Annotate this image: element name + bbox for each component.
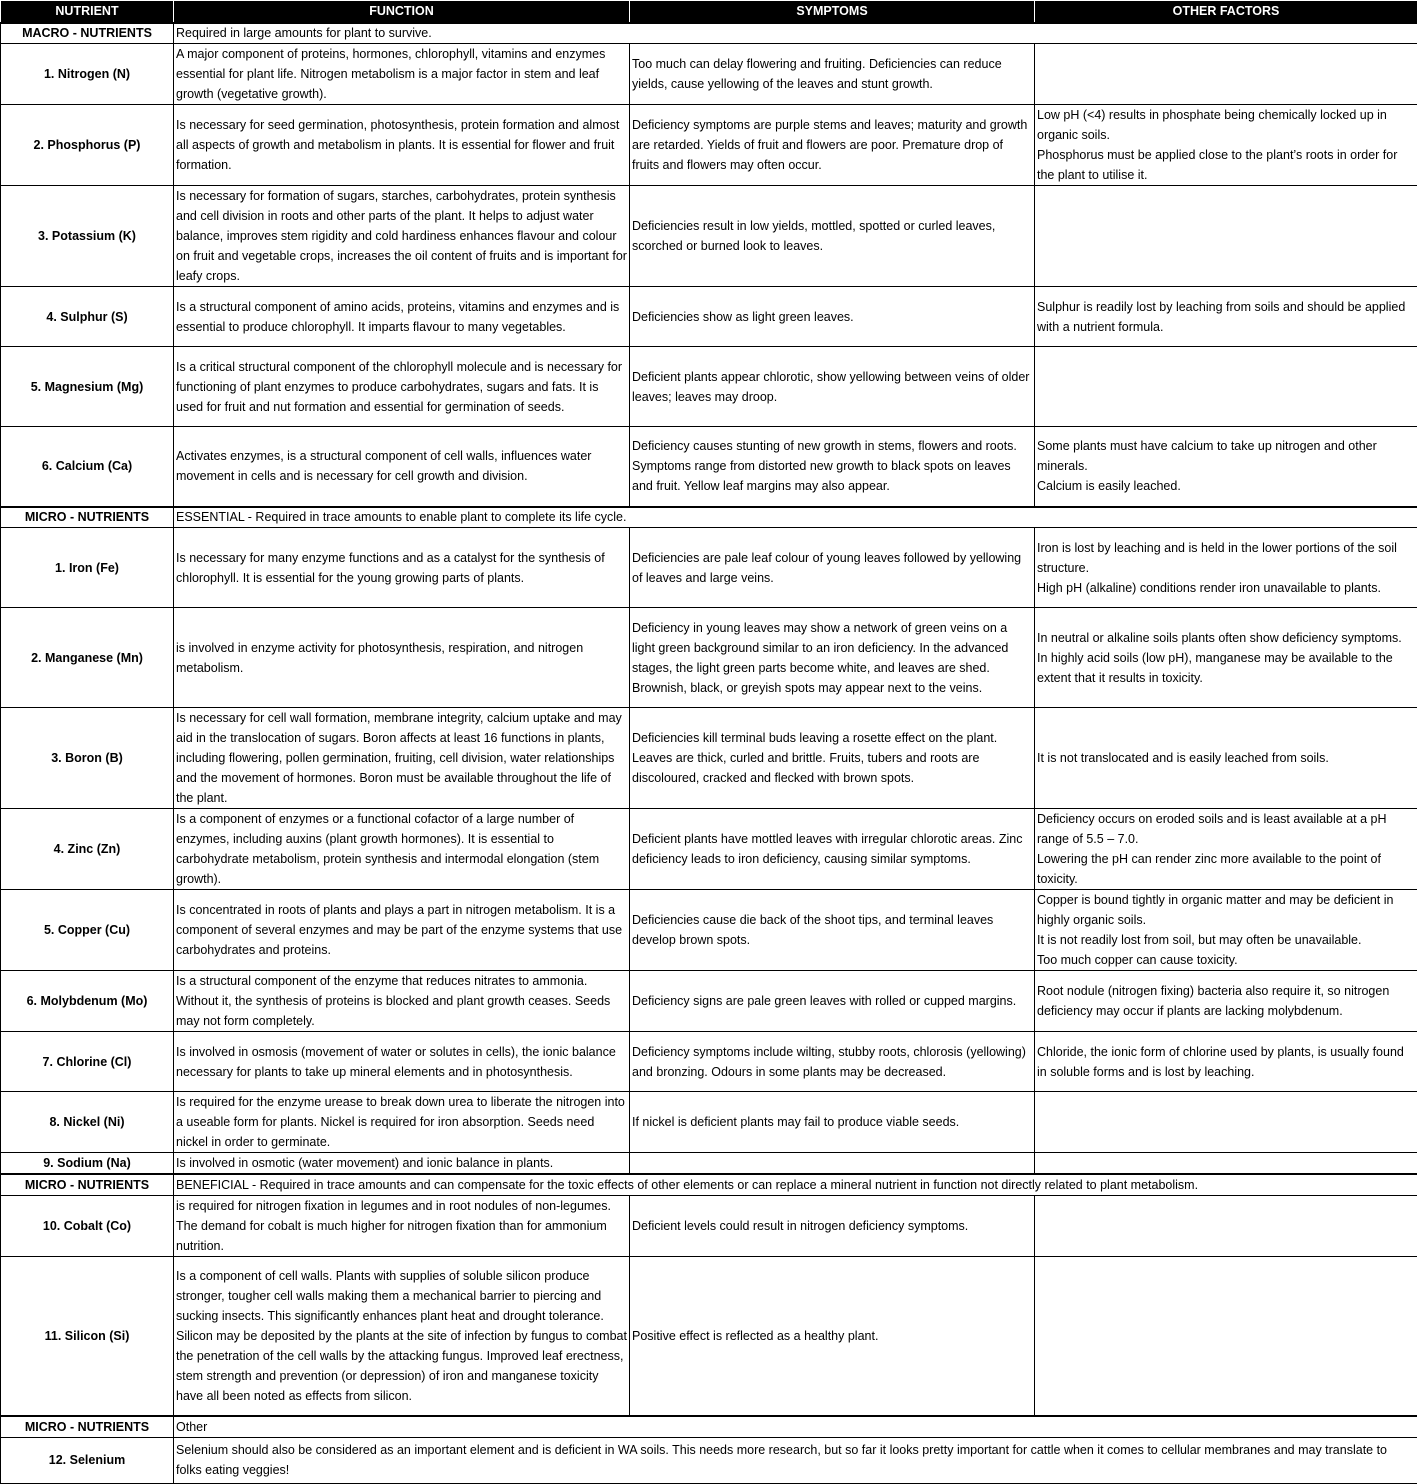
other-factor-line: Copper is bound tightly in organic matter and may be deficient in highly organic soils. xyxy=(1037,890,1415,930)
section-row xyxy=(1,1416,1417,1437)
other-factor-line: Chloride, the ionic form of chlorine used by plants, is usually found in soluble forms and is lost by leaching. xyxy=(1037,1042,1415,1082)
nutrient-name: 10. Cobalt (Co) xyxy=(1,1195,174,1256)
nutrient-function: Is a component of enzymes or a functional cofactor of a large number of enzymes, including auxins (plant growth hormones). It is essential to carbohydrate metabolism, protein synthesis and intermodal elongation (stem growth). xyxy=(174,809,630,890)
nutrient-function: Is a structural component of amino acids, proteins, vitamins and enzymes and is essential to produce chlorophyll. It imparts flavour to many vegetables. xyxy=(174,287,630,347)
nutrient-row xyxy=(1,105,1417,186)
nutrient-function: Is necessary for cell wall formation, membrane integrity, calcium uptake and may aid in the translocation of sugars. Boron affects at least 16 functions in plants, including flowering, pollen germination, fruiting, cell division, water relationships and the movement of hormones. Boron must be available throughout the life of the plant. xyxy=(174,708,630,809)
nutrient-other-factors xyxy=(1035,1256,1417,1416)
nutrient-name: 2. Manganese (Mn) xyxy=(1,608,174,708)
nutrient-function: Is required for the enzyme urease to break down urea to liberate the nitrogen into a useable form for plants. Nickel is required for iron absorption. Seeds need nickel in order to germinate. xyxy=(174,1092,630,1153)
section-note: ESSENTIAL - Required in trace amounts to enable plant to complete its life cycle. xyxy=(174,507,1417,528)
nutrient-name: 7. Chlorine (Cl) xyxy=(1,1032,174,1092)
nutrient-other-factors xyxy=(1035,971,1417,1032)
nutrient-function: Is involved in osmosis (movement of water or solutes in cells), the ionic balance necessary for plants to take up mineral elements and in photosynthesis. xyxy=(174,1032,630,1092)
nutrient-other-factors xyxy=(1035,44,1417,105)
nutrient-other-factors xyxy=(1035,287,1417,347)
other-factor-line: Deficiency occurs on eroded soils and is least available at a pH range of 5.5 – 7.0. xyxy=(1037,809,1415,849)
nutrient-row xyxy=(1,708,1417,809)
other-factor-line: Some plants must have calcium to take up nitrogen and other minerals. xyxy=(1037,436,1415,476)
section-row xyxy=(1,507,1417,528)
nutrient-function: Is a critical structural component of the chlorophyll molecule and is necessary for functioning of plant enzymes to produce carbohydrates, sugars and fats. It is used for fruit and nut formation and essential for germination of seeds. xyxy=(174,347,630,427)
nutrient-row xyxy=(1,1153,1417,1175)
nutrient-name: 2. Phosphorus (P) xyxy=(1,105,174,186)
nutrient-function: Is necessary for formation of sugars, starches, carbohydrates, protein synthesis and cell division in roots and other parts of the plant. It helps to adjust water balance, improves stem rigidity and cold hardiness enhances flavour and colour on fruit and vegetable crops, increases the oil content of fruits and is important for leafy crops. xyxy=(174,186,630,287)
nutrient-other-factors xyxy=(1035,1032,1417,1092)
nutrient-name: 5. Magnesium (Mg) xyxy=(1,347,174,427)
nutrient-symptoms: Deficiency signs are pale green leaves with rolled or cupped margins. xyxy=(630,971,1035,1032)
nutrient-function: Is a component of cell walls. Plants with supplies of soluble silicon produce stronger, tougher cell walls making them a mechanical barrier to piercing and sucking insects. This significantly enhances plant heat and drought tolerance. Silicon may be deposited by the plants at the site of infection by fungus to combat the penetration of the cell walls by the attacking fungus. Improved leaf erectness, stem strength and prevention (or depression) of iron and manganese toxicity have all been noted as effects from silicon. xyxy=(174,1256,630,1416)
nutrient-symptoms: Deficiencies are pale leaf colour of young leaves followed by yellowing of leaves and large veins. xyxy=(630,528,1035,608)
nutrient-function: Is concentrated in roots of plants and plays a part in nitrogen metabolism. It is a component of several enzymes and may be part of the enzyme systems that use carbohydrates and proteins. xyxy=(174,890,630,971)
nutrient-name: 4. Zinc (Zn) xyxy=(1,809,174,890)
nutrient-name: 1. Iron (Fe) xyxy=(1,528,174,608)
other-factor-line: Calcium is easily leached. xyxy=(1037,476,1415,496)
nutrient-symptoms: Deficiency symptoms include wilting, stubby roots, chlorosis (yellowing) and bronzing. Odours in some plants may be decreased. xyxy=(630,1032,1035,1092)
nutrient-row xyxy=(1,347,1417,427)
header-function: FUNCTION xyxy=(174,1,630,23)
other-factor-line: Too much copper can cause toxicity. xyxy=(1037,950,1415,970)
nutrient-name: 3. Potassium (K) xyxy=(1,186,174,287)
nutrient-row xyxy=(1,1256,1417,1416)
nutrient-other-factors xyxy=(1035,105,1417,186)
other-factor-line: Sulphur is readily lost by leaching from soils and should be applied with a nutrient formula. xyxy=(1037,297,1415,337)
nutrient-row xyxy=(1,1092,1417,1153)
header-nutrient: NUTRIENT xyxy=(1,1,174,23)
nutrient-name: 3. Boron (B) xyxy=(1,708,174,809)
nutrient-function: Selenium should also be considered as an important element and is deficient in WA soils. This needs more research, but so far it looks pretty important for cattle when it comes to cellular membranes and may translate to folks eating veggies! xyxy=(174,1437,1417,1483)
nutrient-symptoms: Deficient plants have mottled leaves with irregular chlorotic areas. Zinc deficiency leads to iron deficiency, causing similar symptoms. xyxy=(630,809,1035,890)
nutrient-symptoms: Deficiency symptoms are purple stems and leaves; maturity and growth are retarded. Yields of fruit and flowers are poor. Premature drop of fruits and flowers may often occur. xyxy=(630,105,1035,186)
nutrient-other-factors xyxy=(1035,1153,1417,1175)
nutrient-name: 4. Sulphur (S) xyxy=(1,287,174,347)
header-row xyxy=(1,1,1417,23)
other-factor-line: It is not translocated and is easily leached from soils. xyxy=(1037,748,1415,768)
nutrient-name: 9. Sodium (Na) xyxy=(1,1153,174,1175)
nutrient-name: 8. Nickel (Ni) xyxy=(1,1092,174,1153)
other-factor-line: Iron is lost by leaching and is held in the lower portions of the soil structure. xyxy=(1037,538,1415,578)
nutrient-other-factors xyxy=(1035,427,1417,507)
nutrient-name: 6. Calcium (Ca) xyxy=(1,427,174,507)
other-factor-line: In neutral or alkaline soils plants often show deficiency symptoms. xyxy=(1037,628,1415,648)
section-row xyxy=(1,1174,1417,1195)
nutrient-function: A major component of proteins, hormones, chlorophyll, vitamins and enzymes essential for plant life. Nitrogen metabolism is a major factor in stem and leaf growth (vegetative growth). xyxy=(174,44,630,105)
nutrient-row xyxy=(1,44,1417,105)
section-note: BENEFICIAL - Required in trace amounts and can compensate for the toxic effects of other elements or can replace a mineral nutrient in function not directly related to plant metabolism. xyxy=(174,1174,1417,1195)
nutrient-symptoms: Deficiency in young leaves may show a network of green veins on a light green background similar to an iron deficiency. In the advanced stages, the light green parts become white, and leaves are shed. Brownish, black, or greyish spots may appear next to the veins. xyxy=(630,608,1035,708)
nutrient-other-factors xyxy=(1035,1092,1417,1153)
nutrient-other-factors xyxy=(1035,186,1417,287)
nutrient-row xyxy=(1,1195,1417,1256)
nutrient-name: 5. Copper (Cu) xyxy=(1,890,174,971)
nutrient-row xyxy=(1,1437,1417,1483)
nutrient-row xyxy=(1,186,1417,287)
nutrient-symptoms: Deficiencies result in low yields, mottled, spotted or curled leaves, scorched or burned look to leaves. xyxy=(630,186,1035,287)
nutrient-row xyxy=(1,809,1417,890)
other-factor-line: Root nodule (nitrogen fixing) bacteria also require it, so nitrogen deficiency may occur if plants are lacking molybdenum. xyxy=(1037,981,1415,1021)
nutrient-name: 6. Molybdenum (Mo) xyxy=(1,971,174,1032)
section-name: MICRO - NUTRIENTS xyxy=(1,1416,174,1437)
nutrient-other-factors xyxy=(1035,347,1417,427)
other-factor-line: High pH (alkaline) conditions render iron unavailable to plants. xyxy=(1037,578,1415,598)
nutrient-symptoms: Deficiencies kill terminal buds leaving a rosette effect on the plant. Leaves are thick, curled and brittle. Fruits, tubers and roots are discoloured, cracked and flecked with brown spots. xyxy=(630,708,1035,809)
section-note: Required in large amounts for plant to survive. xyxy=(174,23,1417,44)
nutrient-function: Is necessary for many enzyme functions and as a catalyst for the synthesis of chlorophyll. It is essential for the young growing parts of plants. xyxy=(174,528,630,608)
nutrient-other-factors xyxy=(1035,1195,1417,1256)
nutrient-name: 1. Nitrogen (N) xyxy=(1,44,174,105)
nutrient-symptoms: If nickel is deficient plants may fail to produce viable seeds. xyxy=(630,1092,1035,1153)
section-row xyxy=(1,23,1417,44)
nutrient-symptoms: Deficient plants appear chlorotic, show yellowing between veins of older leaves; leaves may droop. xyxy=(630,347,1035,427)
nutrient-function: Activates enzymes, is a structural component of cell walls, influences water movement in cells and is necessary for cell growth and division. xyxy=(174,427,630,507)
nutrient-name: 12. Selenium xyxy=(1,1437,174,1483)
nutrient-other-factors xyxy=(1035,528,1417,608)
nutrient-function: is required for nitrogen fixation in legumes and in root nodules of non-legumes. The demand for cobalt is much higher for nitrogen fixation than for ammonium nutrition. xyxy=(174,1195,630,1256)
nutrient-symptoms: Deficiencies cause die back of the shoot tips, and terminal leaves develop brown spots. xyxy=(630,890,1035,971)
nutrient-symptoms: Deficient levels could result in nitrogen deficiency symptoms. xyxy=(630,1195,1035,1256)
nutrient-row xyxy=(1,427,1417,507)
nutrient-row xyxy=(1,971,1417,1032)
nutrient-function: Is involved in osmotic (water movement) and ionic balance in plants. xyxy=(174,1153,630,1175)
other-factor-line: It is not readily lost from soil, but may often be unavailable. xyxy=(1037,930,1415,950)
other-factor-line: Phosphorus must be applied close to the plant’s roots in order for the plant to utilise it. xyxy=(1037,145,1415,185)
other-factor-line: In highly acid soils (low pH), manganese may be available to the extent that it results in toxicity. xyxy=(1037,648,1415,688)
nutrient-symptoms: Deficiency causes stunting of new growth in stems, flowers and roots. Symptoms range from distorted new growth to black spots on leaves and fruit. Yellow leaf margins may also appear. xyxy=(630,427,1035,507)
nutrient-symptoms: Too much can delay flowering and fruiting. Deficiencies can reduce yields, cause yellowing of the leaves and stunt growth. xyxy=(630,44,1035,105)
nutrient-symptoms: Deficiencies show as light green leaves. xyxy=(630,287,1035,347)
nutrient-function: is involved in enzyme activity for photosynthesis, respiration, and nitrogen metabolism. xyxy=(174,608,630,708)
nutrient-row xyxy=(1,890,1417,971)
nutrient-other-factors xyxy=(1035,608,1417,708)
nutrient-row xyxy=(1,287,1417,347)
section-name: MACRO - NUTRIENTS xyxy=(1,23,174,44)
section-note: Other xyxy=(174,1416,1417,1437)
header-other-factors: OTHER FACTORS xyxy=(1035,1,1417,23)
nutrient-other-factors xyxy=(1035,708,1417,809)
other-factor-line: Low pH (<4) results in phosphate being chemically locked up in organic soils. xyxy=(1037,105,1415,145)
header-symptoms: SYMPTOMS xyxy=(630,1,1035,23)
other-factor-line: Lowering the pH can render zinc more available to the point of toxicity. xyxy=(1037,849,1415,889)
nutrient-other-factors xyxy=(1035,809,1417,890)
nutrient-symptoms: Positive effect is reflected as a healthy plant. xyxy=(630,1256,1035,1416)
section-name: MICRO - NUTRIENTS xyxy=(1,507,174,528)
nutrient-symptoms xyxy=(630,1153,1035,1175)
nutrient-function: Is a structural component of the enzyme that reduces nitrates to ammonia. Without it, the synthesis of proteins is blocked and plant growth ceases. Seeds may not form completely. xyxy=(174,971,630,1032)
nutrient-name: 11. Silicon (Si) xyxy=(1,1256,174,1416)
nutrient-row xyxy=(1,528,1417,608)
nutrient-row xyxy=(1,1032,1417,1092)
section-name: MICRO - NUTRIENTS xyxy=(1,1174,174,1195)
nutrient-other-factors xyxy=(1035,890,1417,971)
nutrient-row xyxy=(1,608,1417,708)
nutrient-function: Is necessary for seed germination, photosynthesis, protein formation and almost all aspects of growth and metabolism in plants. It is essential for flower and fruit formation. xyxy=(174,105,630,186)
